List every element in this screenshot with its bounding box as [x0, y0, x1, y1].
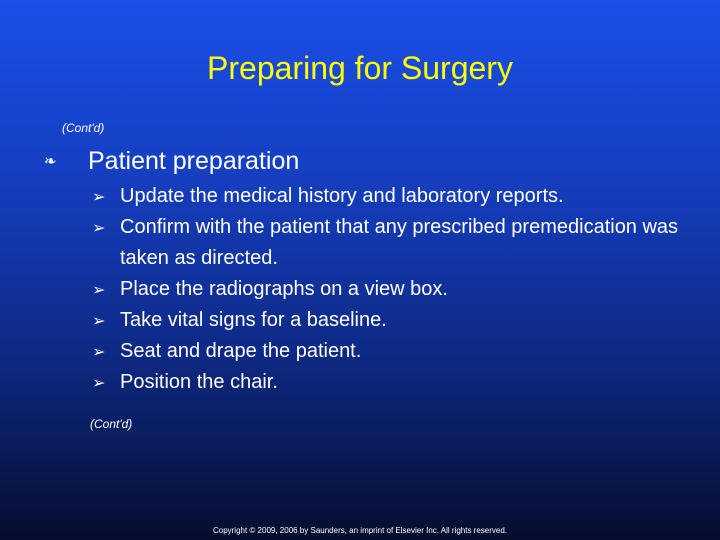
slide-title: Preparing for Surgery: [207, 50, 513, 86]
scroll-bullet-icon: ❧: [44, 152, 57, 170]
arrow-bullet-icon: ➢: [92, 280, 106, 299]
sub-bullet-item: [92, 212, 692, 274]
sub-bullet-item: [92, 305, 692, 336]
sub-bullet-text: Take vital signs for a baseline.: [120, 309, 387, 331]
arrow-bullet-icon: ➢: [92, 373, 106, 392]
sub-bullet-text: Confirm with the patient that any prescribed premedication was taken as directed.: [120, 216, 679, 269]
sub-bullet-text: Seat and drape the patient.: [120, 340, 362, 362]
main-bullet-text: Patient preparation: [88, 147, 300, 175]
arrow-bullet-icon: ➢: [92, 342, 106, 361]
sub-bullet-text: Position the chair.: [120, 371, 278, 393]
sub-bullet-list: [92, 181, 692, 398]
continued-label-bottom: (Cont'd): [90, 417, 133, 431]
sub-bullet-item: [92, 274, 692, 305]
sub-bullet-item: [92, 181, 692, 212]
sub-bullet-item: [92, 336, 692, 367]
arrow-bullet-icon: ➢: [92, 187, 106, 206]
sub-bullet-text: Place the radiographs on a view box.: [120, 278, 448, 300]
sub-bullet-item: [92, 367, 692, 398]
main-bullet: [44, 146, 299, 176]
continued-label-top: (Cont'd): [62, 121, 105, 135]
sub-bullet-text: Update the medical history and laboratory reports.: [120, 185, 564, 207]
arrow-bullet-icon: ➢: [92, 218, 106, 237]
copyright-notice: Copyright © 2009, 2006 by Saunders, an imprint of Elsevier Inc. All rights reserved.: [212, 526, 508, 535]
arrow-bullet-icon: ➢: [92, 311, 106, 330]
